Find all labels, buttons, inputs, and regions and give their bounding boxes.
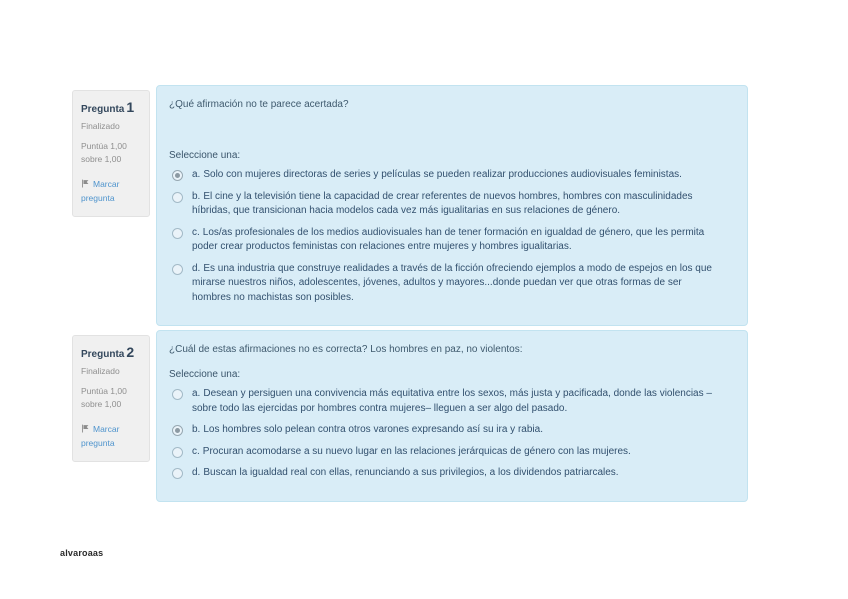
- option-label: [192, 262, 733, 306]
- username-watermark: alvaroaas: [60, 548, 104, 558]
- radio-button-a[interactable]: [172, 389, 183, 400]
- question-status: Finalizado: [81, 366, 120, 377]
- radio-button-a[interactable]: [172, 170, 183, 181]
- option-letter: d.: [192, 262, 201, 274]
- question-content-panel: [156, 330, 748, 502]
- question-number-label: Pregunta: [81, 104, 125, 115]
- option-label: [192, 168, 696, 183]
- option-letter: b.: [192, 424, 201, 435]
- option-letter: a.: [192, 169, 201, 180]
- option-text: El cine y la televisión tiene la capacidad de crear referentes de nuevos hombres, hombres con masculinidades híbridas, que transicionan hacia modelos cada vez más igualitarias en sus relaciones de género.: [192, 190, 693, 216]
- flag-icon: [81, 424, 90, 433]
- question-number: [81, 343, 141, 361]
- radio-button-c[interactable]: [172, 447, 183, 458]
- option-text: Solo con mujeres directoras de series y películas se pueden realizar producciones audiovisuales feministas.: [203, 169, 682, 180]
- question-block-1: [72, 85, 748, 326]
- mark-question-label: Marcar pregunta: [81, 423, 120, 448]
- radio-button-b[interactable]: [172, 192, 183, 203]
- option-label: [192, 387, 733, 416]
- option-label: [192, 445, 645, 460]
- mark-question-label: Marcar pregunta: [81, 178, 120, 203]
- option-letter: a.: [192, 388, 201, 399]
- radio-button-b[interactable]: [172, 425, 183, 436]
- question-grade: Puntúa 1,00 sobre 1,00: [81, 141, 127, 165]
- option-row-a: [168, 387, 733, 416]
- option-row-d: [168, 466, 733, 481]
- question-grade: Puntúa 1,00 sobre 1,00: [81, 386, 127, 410]
- option-text: Los/as profesionales de los medios audiovisuales han de tener formación en igualdad de género, que les permita poder crear productos feministas con relaciones entre mujeres y hombres igualitarias.: [192, 226, 705, 252]
- option-letter: c.: [192, 445, 200, 457]
- question-number-value: 1: [126, 99, 135, 115]
- radio-button-d[interactable]: [172, 264, 183, 275]
- option-text: Buscan la igualdad real con ellas, renunciando a sus privilegios, a los dividendos patriarcales.: [203, 467, 619, 478]
- mark-question-link[interactable]: [81, 177, 141, 205]
- option-text: Procuran acomodarse a su nuevo lugar en las relaciones jerárquicas de género con las mujeres.: [202, 445, 631, 457]
- question-info-panel: [72, 90, 150, 217]
- question-text: ¿Qué afirmación no te parece acertada?: [169, 99, 349, 110]
- question-text: ¿Cuál de estas afirmaciones no es correcta? Los hombres en paz, no violentos:: [169, 344, 523, 355]
- option-row-c: [168, 445, 733, 460]
- question-number: [81, 98, 141, 116]
- radio-button-d[interactable]: [172, 468, 183, 479]
- question-content-panel: [156, 85, 748, 326]
- option-text: Desean y persiguen una convivencia más equitativa entre los sexos, más justa y pacificada, donde las violencias –sobre todo las ejercidas por hombres contra mujeres– lleguen a ser algo del pasado.: [192, 388, 712, 414]
- question-number-value: 2: [126, 344, 135, 360]
- option-row-b: [168, 423, 733, 438]
- option-letter: c.: [192, 226, 200, 238]
- option-letter: b.: [192, 190, 201, 202]
- option-label: [192, 226, 733, 255]
- option-row-c: [168, 226, 733, 255]
- option-text: Es una industria que construye realidades a través de la ficción ofreciendo ejemplos a modo de espejos en los que mirarse nuestros niños, adolescentes, jóvenes, adultos y mayores...donde puedan ver que otras formas de ser hombres no machistas son posibles.: [192, 262, 712, 303]
- option-label: [192, 466, 633, 481]
- mark-question-link[interactable]: [81, 422, 141, 450]
- option-label: [192, 423, 557, 438]
- question-status: Finalizado: [81, 121, 120, 132]
- option-text: Los hombres solo pelean contra otros varones expresando así su ira y rabia.: [203, 424, 543, 435]
- option-row-b: [168, 190, 733, 219]
- option-row-a: [168, 168, 733, 183]
- question-number-label: Pregunta: [81, 349, 125, 360]
- option-label: [192, 190, 733, 219]
- flag-icon: [81, 179, 90, 188]
- radio-button-c[interactable]: [172, 228, 183, 239]
- answer-prompt: Seleccione una:: [169, 369, 241, 380]
- option-letter: d.: [192, 467, 201, 478]
- question-info-panel: [72, 335, 150, 462]
- answer-prompt: Seleccione una:: [169, 150, 241, 161]
- question-block-2: [72, 330, 748, 502]
- option-row-d: [168, 262, 733, 306]
